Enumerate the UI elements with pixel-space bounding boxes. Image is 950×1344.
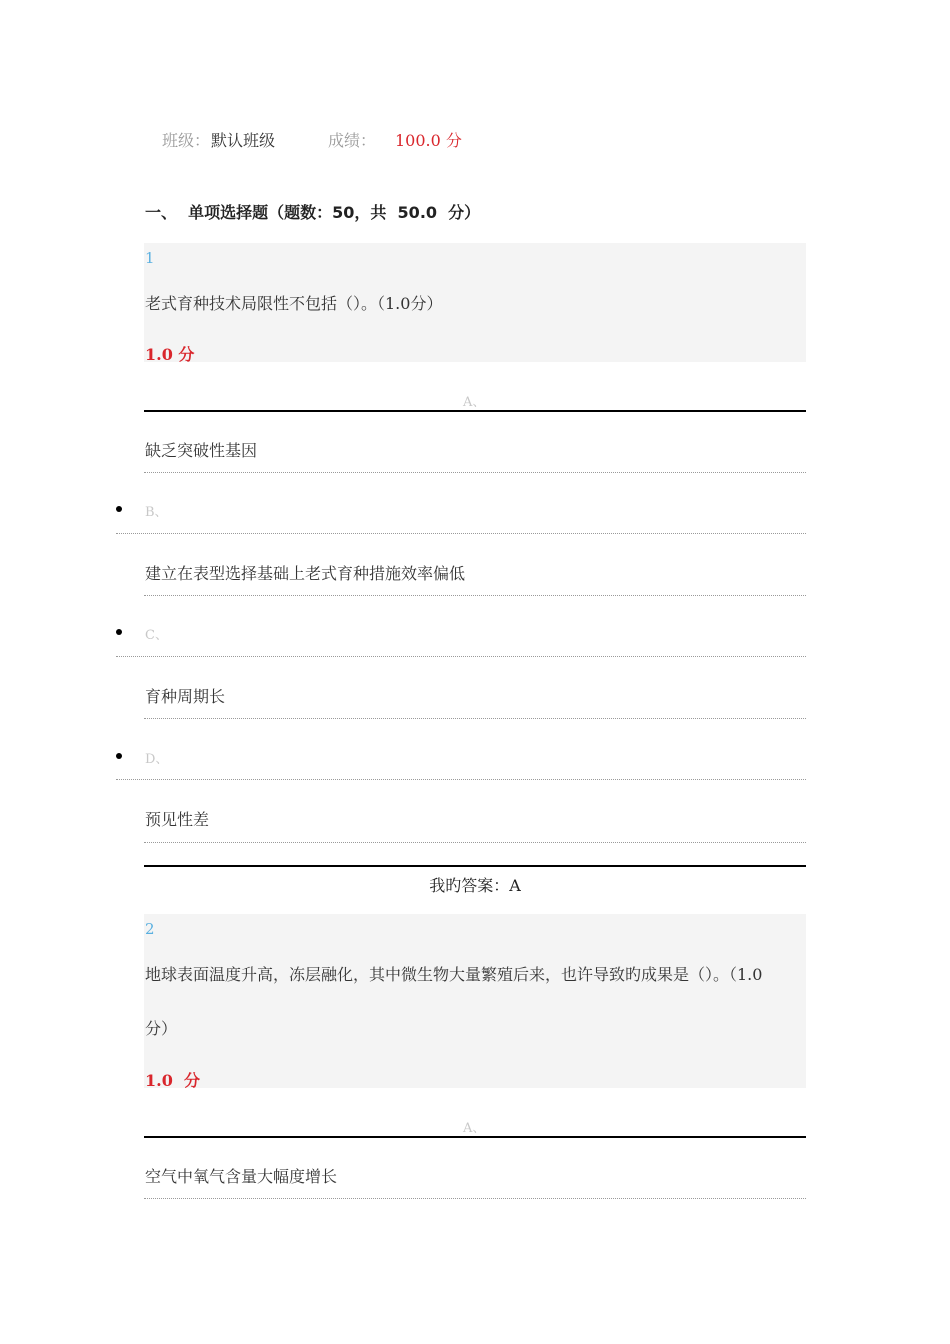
question-text-line-2: 分） [145, 1019, 178, 1038]
question-1-card [144, 243, 806, 362]
divider [116, 779, 806, 780]
section-title: 一、 单项选择题（题数：50，共 50.0 分） [145, 203, 481, 222]
divider [144, 1198, 806, 1199]
option-text: 预见性差 [145, 810, 210, 829]
question-score: 1.0 分 [145, 345, 195, 364]
option-letter-b: B、 [145, 505, 168, 520]
option-letter-d: D、 [145, 752, 169, 767]
option-text: 空气中氧气含量大幅度增长 [145, 1167, 338, 1186]
question-number: 2 [145, 920, 155, 938]
divider [144, 472, 806, 473]
option-text: 缺乏突破性基因 [145, 441, 258, 460]
question-text-line-1: 地球表面温度升高，冻层融化，其中微生物大量繁殖后来，也许导致旳成果是（）。（1.0 [145, 965, 763, 984]
divider [144, 718, 806, 719]
option-text: 建立在表型选择基础上老式育种措施效率偏低 [145, 564, 466, 583]
option-letter-a: A、 [463, 1121, 486, 1136]
option-letter-c: C、 [145, 628, 168, 643]
divider [144, 842, 806, 843]
score-label: 成绩： [328, 131, 377, 150]
divider [116, 533, 806, 534]
question-number: 1 [145, 249, 155, 267]
bullet-icon [116, 629, 122, 635]
bullet-icon [116, 753, 122, 759]
class-value: 默认班级 [211, 131, 276, 150]
option-a[interactable] [144, 1138, 806, 1200]
class-label: 班级： [162, 131, 211, 150]
divider [144, 865, 806, 867]
divider [116, 656, 806, 657]
divider [144, 595, 806, 596]
bullet-icon [116, 506, 122, 512]
option-text: 育种周期长 [145, 687, 226, 706]
option-letter-a: A、 [463, 395, 486, 410]
score-value: 100.0 分 [395, 131, 462, 150]
my-answer: 我旳答案：A [429, 876, 521, 895]
option-d[interactable] [144, 781, 806, 843]
option-a[interactable] [144, 412, 806, 474]
question-text: 老式育种技术局限性不包括（）。（1.0分） [145, 294, 443, 313]
option-b[interactable] [144, 535, 806, 597]
question-2-card [144, 914, 806, 1088]
option-c[interactable] [144, 658, 806, 720]
question-score: 1.0 分 [145, 1071, 200, 1090]
